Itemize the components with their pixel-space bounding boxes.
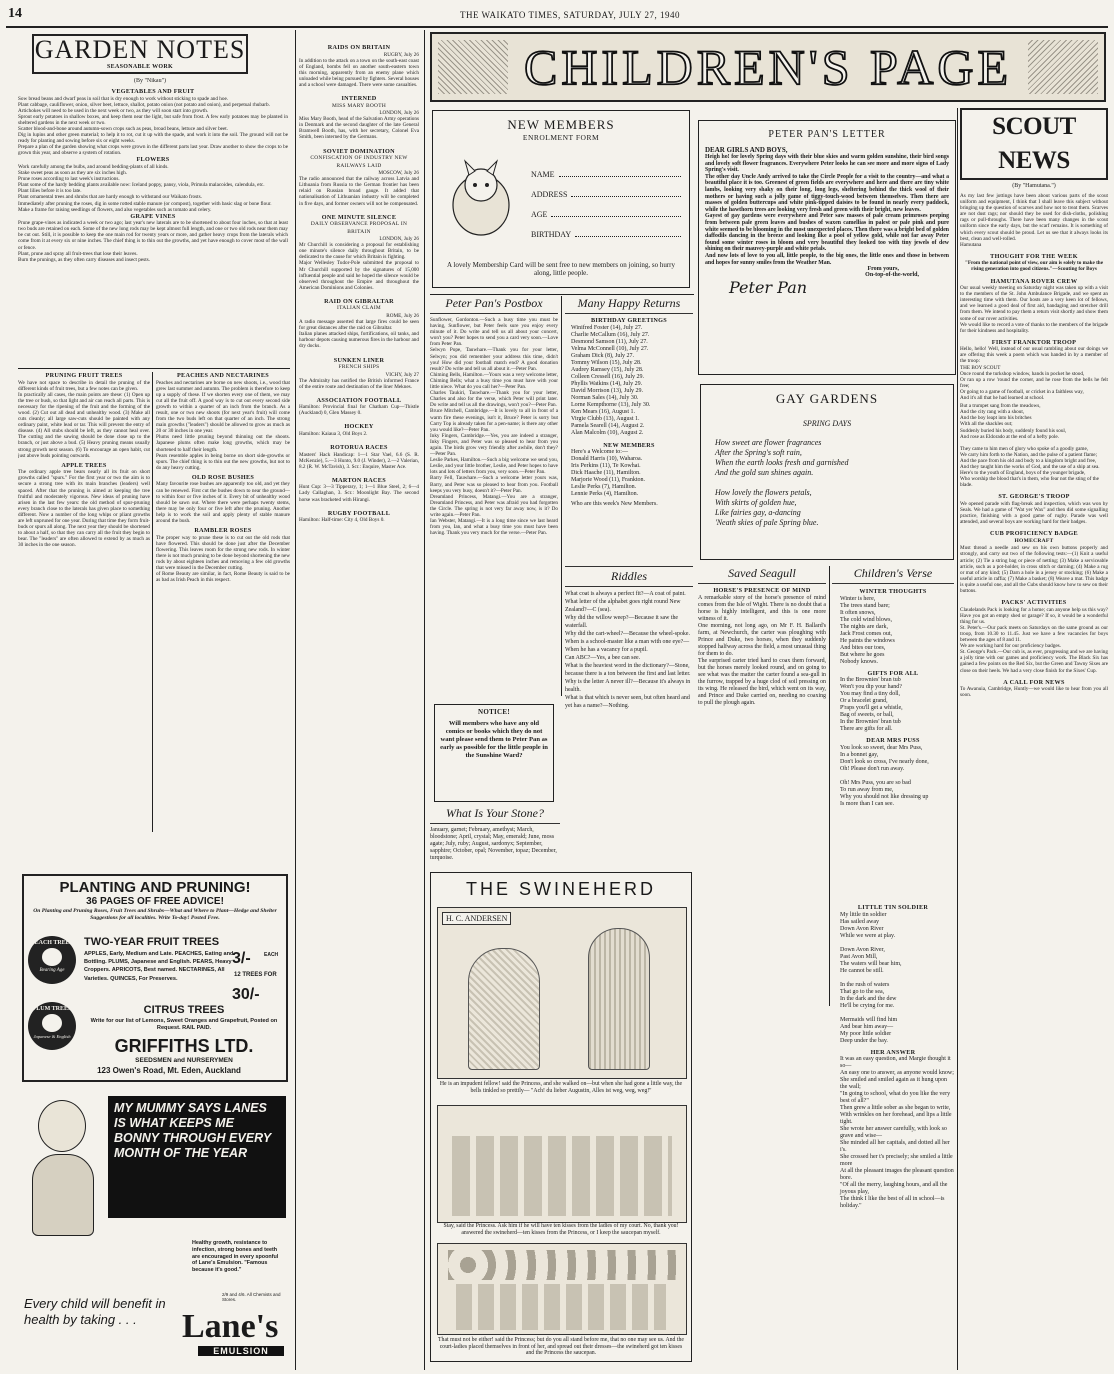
letter-text: Heigh ho! for lovely Spring days with their blue skies and warm golden sunshine, their bird songs and lovely soft flower fragrances. Everywhere Peter looks he can see more and more signs of Lady Spring's visit. The other day Uncle Andy arrived to take the Circle People for a visit to the country—and what a beautiful place it is too. Greenest of green fields are everywhere and here and there are tiny white lambs, looking very shaky on their long, long legs, sheltering behind the thick wool of their mothers or having such a jolly game of tiggy-touch-wood between themselves. Then there are masses of golden buttercups and white pink-tipped daisies to be found in nearly every paddock, while the hawthorn trees are looking very fresh and green with their bright, new leaves. Gayest of gay gardens were everywhere and Peter saw masses of pale cream primroses peeping from between pale green leaves and bushes of waxen camellias in palest or pale pink and pure white seemed to be blooming in the most unexpected places. Then there was a bright bed of golden daffodils dancing in the breeze and looking like a pool of yellow gold, while not far away Peter found some winter roses in bloom and very beautiful they looked too with tiny jewels of dew shining on their mauvey-purple and white petals. And now lots of love to you all, little people, to the big ones, the little ones and those in between and hopes for sunny smiles from the Weather Man. [705,154,949,266]
verse-heading: GIFTS FOR ALL [867,669,919,677]
seagull-section [698,566,826,1006]
page-number: 14 [8,6,22,21]
plum-badge-sub: Japanese & English [33,1034,71,1039]
birthday-entry: Phyllis Watkins (14), July 29. [571,380,643,387]
peter-pan-signature: Peter Pan [729,278,808,298]
news-item [299,444,419,470]
planting-ad-desc: On Planting and Pruning Roses, Fruit Trees and Shrubs—What and Where to Plant—Hedge and Shelter Suggestions for all localities. Write To-day! Posted Free. [33,908,277,921]
letter-close2: On-top-of-the-world, [865,272,919,279]
childrens-page-title: CHILDREN'S PAGE [523,39,1013,95]
rover-text: Our usual weekly meeting on Saturday night was taken up with a visit to the members of the St. John Ambulance Brigade, and we spent an interesting time with them. Our hosts are a very keen lot of fellows, and we learned a good deal of first aid, bandaging and stretcher drill from them. We intend to pay them a return visit shortly and show them some of our rover activities. We would like to record a vote of thanks to the members of the brigade for their kindness and hospitality. [960,285,1108,334]
news-heading: MARTON RACES [332,476,386,484]
child-head-icon [38,1100,86,1152]
peach-badge-sub: Bearing Age [39,968,65,973]
form-field-line[interactable] [559,175,681,177]
stone-title: What Is Your Stone? [430,806,560,824]
homecraft-heading: HOMECRAFT [1014,537,1054,544]
birthday-entry: David Morrison (13), July 29. [571,387,643,394]
plum-icon [42,1014,62,1032]
scout-byline: (By "Hamutana.") [1012,183,1056,189]
news-text: Masters' Hack Handicap: 1—1 Star Vael, 6.6 (S. R. McKenzie), 5.—3 Hunto, 9.0 (J. Winder), 2.—2 Valerian, 8.2 (R. W. McTavish), 3. Scr.: Enquire, Master Ace. [299,451,419,470]
news-dateline: VICHY, July 27 [385,371,419,378]
news-text: In addition to the attack on a town on the south-east coast of England, bombs fell on another south-eastern town this morning, apparently from an enemy plane which unloaded while being pursued by fighters. Several houses and a school were damaged. There were some casualties. [299,57,419,88]
form-field-row[interactable] [531,159,681,179]
fruit-text: We have not space to describe in detail the pruning of the different kinds of fruit trees, but a few notes can be given. In practically all cases, the main points are these: (1) Open up the tree or bush, so that light and air can reach all parts. This is necessary for the ripening of the fruit and the forming of the wood. (2) Cut out all dead and unhealthy wood. (3) Make all cuts cleanly; all large saw-cuts should be painted with any ordinary paint, white lead or tar. This will prevent the entry of disease. (4) All stubs should be left, as they cannot heal over. The cutting and the sawing should be done close up to the branch, or just above a bud. (5) Heavy pruning means usually strong growth next season. (6) To encourage an open habit, cut just above buds pointing outwards. [18,379,150,459]
new-member-entry: Dick Haache (11), Hamilton. [571,470,641,476]
lanes-brand-sub: EMULSION [198,1346,284,1356]
birthday-list [565,325,693,437]
call-text: To Awanuia, Cambridge, Huntly—we would like to hear from you all soon. [960,686,1108,699]
form-field-line[interactable] [575,235,681,237]
news-item [299,477,419,503]
peach-trees-badge [28,936,76,984]
peach-text: Peaches and nectarines are borne on new shoots, i.e., wood that grew last summer and autumn. The problem is therefore to keep up a supply of these. If we shorten every one of them, we may cut all the fruit off. A good way is to cut out every second side growth to within a quarter of an inch from the branch. As a result, one or two new shoots (for next year's fruit) will come from the two buds left on that quarter of an inch. The strong main growths ("leaders") should be allowed to grow as much as 20 or 30 inches in one year. Plums need little pruning beyond thinning out the shoots. Japanese plums often make long growths, which may be shortened to half their length. Pears resemble apples in being borne on short side-growths or spurs. The chief thing is to thin out the new growths, but not to do any heavy cutting. [156,379,290,471]
garden-notes-title: GARDEN NOTES [34,35,246,64]
new-member-entry: Marjorie Wood (11), Frankton. [571,477,646,483]
verses-list-top [832,588,954,808]
franktor-heading: FIRST FRANKTOR TROOP [991,338,1077,346]
tree-figures [448,1250,676,1280]
kitten-icon [441,153,521,243]
news-heading: HOCKEY [344,423,374,431]
news-item [299,214,419,291]
twelve-label: 12 TREES FOR [234,972,277,978]
stone-section [430,806,560,866]
spring-poem: How sweet are flower fragrances After the Spring's soft rain, When the earth looks fresh and garnished And the gold sun shines again. How lovely the flowers petals, With skirts of golden hue, Like fairies gay, a-dancing 'Neath skies of pale Spring blue. [715,438,849,527]
news-text: Hamilton: Half-time: City 4, Old Boys 0. [299,517,385,524]
garden-notes-subtitle: SEASONABLE WORK [107,64,173,70]
verse-heading: WINTER THOUGHTS [859,588,927,595]
company-address: 123 Owen's Road, Mt. Eden, Auckland [97,1066,241,1075]
news-dateline: MOSCOW, July 26 [378,170,419,177]
letter-greeting: DEAR GIRLS AND BOYS, [705,146,788,154]
news-text: The Admiralty has notified the British informed France of the entire route and destination of the liner Meknes. [299,377,419,390]
verse-section-lower [832,900,954,1368]
news-heading: ROTORUA RACES [330,444,388,452]
form-field-row[interactable] [531,219,681,239]
banner-right-ornament [1028,40,1098,94]
membership-note: A lovely Membership Card will be sent free to new members on joining, so hurry along, little people. [446,261,676,277]
apple-text: The ordinary apple tree bears nearly all its fruit on short growths called "spurs." For the first year or two the aim is to secure a strong tree with its main branches (leaders) well spaced. After that the pruning is aimed at keeping the tree fruitful and moderately vigorous. New ideas of pruning have arisen in the last few years: the old method of spur-pruning every branch close to the laterals has given place to something different. Now a number of the long whips or pliant growths are left unpruned for one year. During that time they form fruit-buds or spurs all along. The next year they should be shortened to about a half, so that they can carry all the fruit they begin to bear. The "leaders" are often allowed to extend by as much as 30 inches in the one season. [18,469,150,549]
grape-text: Prune grape-vines as indicated a week or two ago; last year's new laterals are to be shortened to about four inches, so that at least two buds are retained on each. Some of the new long rods may be kept almost full length, and one or two old rods near them may be cut out. Still, it is possible to keep the one main rod for twenty years or more, and gather heavy crops from the laterals which come from it at every six or nine inches. The chief thing is to thin out the growths, and yet have enough to cover most of the wall or fence. Plant, prune and spray all fruit-trees that lose their leaves. Burn the prunings, as they often carry diseases and insect pests. [18,220,288,263]
price-twelve: 30/- [232,986,260,1003]
horse-heading: HORSE'S PRESENCE OF MIND [713,587,811,594]
enrolment-form-label: ENROLMENT FORM [522,133,600,142]
news-text: The radio announced that the railway across Latvia and Lithuania from Russia to the German frontier has been relaid on Russian broad gauge. It added that nationalisation of Lithuanian industry will be completed in five days, and former owners will not be compensated. [299,176,419,207]
form-field-label: BIRTHDAY [531,230,572,239]
garden-left-column [18,372,150,832]
riddles-column [565,566,693,866]
news-heading: RUGBY FOOTBALL [327,509,391,517]
caption-2: Stay, said the Princess. Ask him if he will have ten kisses from the ladies of my court. No, thank you! answered the swineherd—ten kisses from the Princess, or I keep the saucepan myself. [443,1223,679,1236]
news-subheading: MISS MARY BOOTH [331,102,387,109]
verse-title: Children's Verse [832,566,954,584]
news-heading: SUNKEN LINER [333,356,385,364]
notice-box [434,704,554,802]
garden-byline: (By "Nikau") [133,78,167,84]
news-text: Miss Mary Booth, head of the Salvation Army operations in Denmark and the second daughter of the late General Bramwell Booth, has, with her secretary, Colonel Eva Smith, been interned by the Germans. [299,116,419,141]
new-members-heading: NEW MEMBERS [603,441,655,449]
lanes-ad [22,1090,288,1366]
notice-text: Will members who have any old comics or books which they do not want please send them to Peter Pan as early as possible for the little people in the Sunshine Ward? [440,719,548,760]
birthday-entry: Norman Sales (14), July 30. [571,394,639,401]
price-each: 3/- [232,950,251,967]
packs-text: Claudelands Pack is looking for a home; can anyone help us this way? Have you got an empty shed or garage? If so, it would be a wonderful thing for us. St. Peter's.—Our pack meets on Saturdays on the same ground as our troop, from 10.30 to 11.45. Just we have a few vacancies for boys between the ages of 8 and 11. We are working hard for our proficiency badges. St. George's Pack.—Our cub is, as ever, progressing and we are having a jolly time with our games and proficiency work. The Black Six has gained a few points on the Red Six, but the Green and Tawny Sixes are close on their heels. We had a very close finish for the Sixes' Cup. [960,606,1108,674]
new-member-entry: Leslie Perks (7), Hamilton. [571,484,637,490]
peach-icon [42,948,62,966]
banner-left-ornament [438,40,508,94]
enrolment-form-fields [531,159,681,239]
peach-badge-label: PEACH TREES [30,940,74,946]
new-members-box [432,110,690,288]
verse-section [832,566,954,826]
veg-heading: VEGETABLES AND FRUIT [111,88,195,95]
flowers-heading: FLOWERS [136,156,170,164]
thought-heading: THOUGHT FOR THE WEEK [990,252,1078,260]
veg-text: Sow bread beans and dwarf peas in soil that is dry enough to work without sticking to spade and hoe. Plant cabbage, cauliflower, onion, silver beet, lettuce, shallot, potato onion (not potato and onion), and perpetual rhubarb. Artichokes will need to be used in the next week or two, as they will soon start into growth. Sprout early potatoes in shallow boxes, and keep them near the light, but safe from frost. A few early potatoes may be planted in sheltered gardens in the next week or two. Scatter blood-and-bone around autumn-sown crops such as peas, broad beans, lettuce and silver beet. Dig in lupins and other green material; to help it to rot, cut it up with the spade, and work it into the soil. The ground will not be ready for planting and sowing before six or eight weeks. Prepare a plan of the garden showing what crops were grown in the different parts last year. Draw another to show the crops to be grown this year, and observe a system of rotation. [18,95,288,157]
lanes-headline: MY MUMMY SAYS LANES IS WHAT KEEPS ME BONNY THROUGH EVERY MONTH OF THE YEAR [108,1096,286,1218]
ladies-screen-figures [456,1284,666,1330]
packs-heading: PACKS' ACTIVITIES [1001,599,1067,607]
spring-title: SPRING DAYS [802,419,852,428]
birthday-entry: Tommy Wilson (15), July 28. [571,359,642,366]
verse-text: It was an easy question, and Margie thought it so— An easy one to answer, as anyone would know; She smiled and smiled again as it hung upon the wall; "In going to school, what do you like the very best of all?" Then grew a little sober as she began to write, With wrinkles on her forehead, and lips a little tight. She wrote her answer carefully, with look so grave and wise— She minded all her capitals, and dotted all her i's. She crossed her t's precisely; she smiled a little more At all the pleasant images the pleasant question bore. "Of all the merry, laughing hours, and all the joyous play, The think I like the best of all in school—is holiday." [840,1056,954,1209]
birthday-entry: Pamela Searell (14), August 2. [571,422,645,429]
verse-text: In the Brownies' bran tub Won't you dip your hand? You may find a tiny doll, Or a bracelet grand, P'raps you'll get a whistle, Bag of sweets, or ball, In the Brownies' bran tub There are gifts for all. [840,677,903,732]
birthday-entry: Lorne Kempthorne (13), July 30. [571,401,651,408]
news-text: Hamilton: Kaiaua 3, Old Boys 2. [299,430,368,437]
plum-badge-label: PLUM TREES [32,1006,72,1012]
child-body-icon [32,1154,94,1236]
postbox-column [430,296,558,696]
lanes-brand: Lane's [182,1308,279,1345]
garden-right-column [156,372,290,832]
verse-text: You look so sweet, dear Mrs Puss, In a bonnet gay, Don't look so cross, I've nearly done, Oh! Please don't run away. Oh! Mrs Puss, you are so bad To run away from me, Why you should not like dressing up Is more than I can see. [840,744,929,807]
letter-title: PETER PAN'S LETTER [768,129,886,140]
form-field-label: ADDRESS [531,190,568,199]
news-item [299,357,419,390]
news-item [299,298,419,350]
call-heading: A CALL FOR NEWS [1003,678,1065,686]
news-text: A radio message asserted that large fires could be seen for great distances after the raid on Gibraltar. Italian planes attacked ships, fortifications, oil tanks, and harbour depots causing numerous fires in the harbour and dry docks. [299,319,419,350]
news-heading: SOVIET DOMINATION [323,147,395,155]
news-item [299,510,419,524]
gay-gardens-box [700,384,954,560]
masthead: THE WAIKATO TIMES, SATURDAY, JULY 27, 1940 [459,10,681,20]
news-heading: ASSOCIATION FOOTBALL [316,396,402,404]
grape-heading: GRAPE VINES [130,212,176,220]
news-heading: ONE MINUTE SILENCE [321,213,397,221]
panel-2 [437,1105,687,1223]
form-field-row[interactable] [531,179,681,199]
postbox-title: Peter Pan's Postbox [430,296,558,314]
news-item [299,397,419,417]
birthday-entry: Desmond Samson (11), July 27. [571,338,648,345]
rambler-heading: RAMBLER ROSES [194,527,252,535]
news-dateline: RUGBY, July 26 [383,51,419,58]
stone-text: January, garnet; February, amethyst; March, bloodstone; April, crystal; May, emerald; June, moss agate; July, ruby; August, sardonyx; September, sapphire; October, opal; November, topaz; December, turquoise. [430,827,557,861]
riddles-text: What coat is always a perfect fit?—A coat of paint. What letter of the alphabet goes right round New Zealand?—C (sea). Why did the willow weep?—Because it saw the waterfall. Why did the cart-wheel?—Because the wheel-spoke. When is a school-master like a man with one eye?—When he has a vacancy for a pupil. Can ABC?—Yes, a bee can see. What is the heaviest word in the dictionary?—Stone, because there is a ton between the first and last letter. Why is the letter A never ill?—Because it's always in health. What is that which is never seen, but often heard and yet has a name?—Nothing. [565,591,691,709]
new-member-list [565,456,693,498]
lanes-prices: 2/9 and 4/6. All Chemists and Stores. [222,1292,281,1303]
new-member-entry: Iris Perkins (11), Te Kowhai. [571,463,641,469]
swineherd-title: THE SWINEHERD [465,879,656,899]
birthday-entry: Graham Dick (8), July 27. [571,352,634,359]
news-heading: RAIDS ON BRITAIN [327,44,391,51]
scout-news-column [960,108,1108,1368]
new-member-entry: Lennie Perks (4), Hamilton. [571,491,639,497]
news-text: Hamilton: Provincial final for Chatham Cup—Thistle (Auckland) 0, Glen Massey 0. [299,404,419,417]
news-dateline: ROME, July 26 [386,312,419,319]
george-text: We opened parade with flag-break and inspection, which was won by Seals. We had a game of "Wat yer Wax" and then did some signalling practice, finishing with a good game of rugby. Parade was well attended, and several boys are working hard for their badges. [960,500,1108,526]
form-field-line[interactable] [551,215,681,217]
caption-3: That must not be either! said the Princess; but do you all stand before me, that no one may see us. And the court-ladies placed themselves in front of her, and spread out their dresses—the swineherd got ten kisses and the Princess the saucepan. [438,1337,684,1357]
new-members-title: NEW MEMBERS [507,117,615,132]
verse-heading: LITTLE TIN SOLDIER [857,904,929,911]
rambler-text: The proper way to prune these is to cut out the old rods that have flowered. This should be done just after the December flowering. This leaves room for the strong new rods. In winter there is not much pruning to be done beyond shortening the new rods by about eighteen inches and removing a few old growths that were missed in the December cutting. of Rome Beauty are similar, in fact, Rome Beauty is said to be as bad as Irish Peach in this respect. [156,534,290,584]
news-dateline: LONDON, July 26 [379,110,419,117]
george-heading: ST. GEORGE'S TROOP [998,493,1070,501]
planting-ad-pages: 36 PAGES OF FREE ADVICE! [86,896,224,907]
welcome-text: Here's a Welcome to:— [571,449,628,455]
child-drawing [26,1100,98,1240]
scout-intro: As my last few jottings have been about various parts of the scout uniform and equipment, I think that I shall leave this subject without bringing up the question of scarves and how not to treat them. Scarves are not dust rags; nor should they be used for dish-cloths, polishing rags or pull-throughs. There have been many changes in the scout uniform since the early days, but the scarf remains. It is something of which every scout should be proud. Let us see that it always looks its best, clean and well-rolled. Hamutana [960,193,1108,248]
cub-heading: CUB PROFICIENCY BADGE [990,530,1078,538]
birthday-entry: Winifred Foster (14), July 27. [571,324,643,331]
fruit-heading: PRUNING FRUIT TREES [45,372,123,379]
citrus-desc: Write for our list of Lemons, Sweet Oranges and Grapefruit, Posted on Request. RAIL PAID. [90,1018,278,1031]
news-text: Mr Churchill is considering a proposal for establishing one minute's silence daily throughout Britain, to be dedicated to the cause for which Britain is fighting. Major Wellesley Tudor-Pole submitted the proposal to Mr Churchill supported by the signatures of 15,000 influential people and said he hoped the silence would be observed throughout the Empire and throughout the American Dominions and Colonies. [299,242,419,291]
birthday-entry: Ken Mears (16), August 1. [571,408,635,415]
caption-1: He is an impudent fellow! said the Princess, and she walked on—but when she had gone a little way, the bells tinkled so prettily— "Ach! du lieber Augustin, Alles ist weg, weg, weg!" [439,1081,683,1094]
news-item [299,95,419,140]
garden-notes-title-box [32,34,248,74]
news-item [299,44,419,88]
planting-ad [22,874,288,1082]
news-item [299,148,419,207]
notice-title: NOTICE! [477,708,511,716]
each-label: EACH [264,952,279,958]
thought-text: "From the national point of view, our aim is solely to make the rising generation into good citizens."—Scouting for Boys [965,260,1103,273]
two-year-heading: TWO-YEAR FRUIT TREES [84,936,220,948]
panel-1 [437,907,687,1079]
two-year-list: APPLES, Early, Medium and Late. PEACHES, Eating and Bottling. PLUMS, Japanese and English. PEARS, Heavy Croppers. APRICOTS, Best named. NECTARINES, All Varieties. QUINCES, For Preserves. [84,951,234,982]
citrus-heading: CITRUS TREES [143,1004,225,1016]
planting-ad-title: PLANTING AND PRUNING! [59,879,251,896]
returns-column [565,296,693,566]
verse-heading: DEAR MRS PUSS [866,737,920,744]
horse-text: A remarkable story of the horse's presence of mind comes from the Isle of Wight. There is no doubt that a horse is highly intelligent, and this is one more witness of it. One morning, not long ago, on Mr F. H. Ballard's farm, at Newchurch, the carter was ploughing with Prince and Duke, two horses, when they suddenly stopped halfway across the field, a most unusual thing for them to do. The surprised carter tried hard to coax them forward, but the horses merely looked round, and on going to see what was the matter the carter found a sea-gull in the furrow, trapped by a huge clod of soil pressing on its wing. He released the bird, which went on its way, and Prince and Duke carried on, needing no coaxing to pull the plough again. [698,594,826,706]
andersen-label: H. C. ANDERSEN [442,912,511,925]
childrens-page-banner [430,32,1106,102]
form-field-label: AGE [531,210,548,219]
news-heading: RAID ON GIBRALTAR [324,297,394,305]
form-field-label: NAME [531,170,555,179]
peter-pan-letter-box [698,120,956,375]
birthday-entry: Alan Malcolm (10), August 2. [571,429,644,436]
birthday-entry: Colleen Cressell (16), July 29. [571,373,644,380]
plum-trees-badge [28,1002,76,1050]
returns-title: Many Happy Returns [565,296,693,314]
riddles-title: Riddles [565,566,693,587]
postbox-text: Sunflower, Gordonton.—Such a busy time you must be having, Sunflower, but Peter feels sure you enjoy every minute of it. Do write and tell us all about your concert, won't you? Peter hopes to send you a card very soon.—Love from Peter Pan. Selwyn Pope, Tauwhare.—Thank you for your letter, Selwyn; you did remember your address this time, didn't you! How did your football match end? A good donation result? Do write and tell us all about it.—Peter Pan. Chiming Bells, Hamilton.—Yours was a very welcome letter, Chiming Bells; what a busy time you must have with your little niece. What do you call her?—Peter Pan. Charles Taukiri, Tauwhare.—Thank you for your letter, Charles and also for the verse, which Peter will print later. Do write and tell us all the drawings, won't you?—Peter Pan. Bruce Mitchell, Cambridge.—It is lovely to all in front of a warm fire these evenings, isn't it, Bruce? Peter is sorry but Carry Top is already taken for a pen-name; is there any other you would like?—Peter Pan. Inky Fingers, Cambridge.—Yes, you are indeed a stranger, Inky Fingers, and Peter was so pleased to hear from you again. The birds grow very friendly after awhile, don't they?—Peter Pan. Leslie Parkes, Hamilton.—Such a big welcome we send you, Leslie, and your little brother, Leslie, and Peter hopes to have lots and lots of letters from you, very soon.—Peter Pan. Barry Fell, Tauwhare.—Such a welcome letter yours was, Barry, and Peter was so pleased to hear from you. Football keeps you very busy, doesn't it?—Peter Pan. Dreamland Princess, Matangi.—You are a stranger, Dreamland Princess, and Peter was afraid you had forgotten the Circle. The spring is not very far away now, is it? Do write again.—Peter Pan. Ian Webster, Matangi.—It is a long time since we last heard from you, Ian, and what a busy time you must have been having. Thank you very much for the verse.—Peter Pan. [430,317,558,537]
garden-top-column [18,88,288,368]
rose-text: Many favourite rose bushes are apparently too old, and yet they can be renewed. First cut the bushes down to near the ground—to within four or five inches of it. Every bit of unhealthy wood should be sawn out. Where there were perhaps twenty stems, there may be only four or five left after the pruning. Another help is to work the soil and apply plenty of stable manure around the bush. [156,481,290,524]
verses-list-bottom [832,900,954,1210]
verse-text: Winter is here, The trees stand bare; It often snows, The cold wind blows, The nights are dark, Jack Frost comes out, He paints the windows And bites our toes, But where he goes Nobody knows. [840,595,895,665]
news-subheading: DAILY OBSERVANCE PROPOSAL IN BRITAIN [310,221,408,235]
news-subheading: FRENCH SHIPS [338,364,380,370]
peach-heading: PEACHES AND NECTARINES [176,372,270,379]
letter-close: From yours, [867,266,899,273]
court-ladies-figures [452,1136,672,1216]
homecraft-text: Must thread a needle and sew on his own buttons properly and strongly, and carry out two of the following tests:—(1) Knit a useful article; (2) Tie a string bag or piece of netting; (3) Make a serviceable article, such as a pot-holder, in cross stitch or darning; (4) Make a rug or mat of any kind; (5) Darn a hole in a jersey or stocking; (6) Make a useful article in raffia; (7) Make a basket; (8) Weave a mat. This badge is quite a useful one, and all the Cubs should know how to sew on their buttons. [960,545,1108,594]
scout-poem: But a trumpet sang from the meadows, And the city rang with a shout, And the boy leapt into his britches With all the shackles out; Suddenly buried his body, suddenly found his soul, And rose as Eldorado at the end of a hefty pole. They came to him men of glory who spoke of a goodly game, We carry him forth to the Nation, and the pulse of a patient flame; And the pace from his old and body to a kingdom bright and free, And they taught him the works of God, and the use of a ship at sea. Here's to the youth of England, boys of the younger brigade, Who worship the blood that's in them, who fear not the sting of the blade. [960,403,1100,489]
members-footer: Who are this week's New Members. [571,501,658,507]
birthday-entry: Virgie Clubb (13), August 1. [571,415,640,422]
new-member-entry: Donald Harris (10), Waharoa. [571,456,643,462]
birthday-entry: Charlie McCallum (16), July 27. [571,331,650,338]
rose-heading: OLD ROSE BUSHES [191,473,255,481]
rover-heading: HAMUTANA ROVER CREW [990,277,1078,285]
form-field-row[interactable] [531,199,681,219]
birthday-entry: Audrey Ramsey (15), July 28. [571,366,644,373]
birthday-heading: BIRTHDAY GREETINGS [590,317,668,324]
news-subheading: ITALIAN CLAIM [336,305,382,312]
swineherd-strip [430,872,692,1362]
member-card-illustration [441,153,521,243]
company-sub: SEEDSMEN and NURSERYMEN [135,1057,233,1064]
lady-figure [468,948,540,1070]
verse-text: My little tin soldier Has sailed away Down Avon River While we were at play. Down Avon River, Past Avon Mill, The waters will bear him, He cannot be still. In the rush of waters That go to the sea, In the dark and the dew He'll be crying for me. Mermaids will find him And bear him away— My poor little soldier Deep under the bay. [840,911,902,1044]
news-column [299,44,419,924]
franktor-text: Hello, hello! Well, instead of our usual rambling about our doings we are offering this week a poem which was handed in by a member of the troop: THE BOY SCOUT Once round the turkshop window, hands in pocket he stood, Or ran up a row 'round the corner, and he rose from the bells he felt free; Or going to a game of football, or cricket in a faithless way, And it's all that he had learned at school. [960,346,1108,402]
panel-3 [437,1243,687,1335]
verse-heading: HER ANSWER [870,1048,916,1056]
news-item [299,423,419,437]
lanes-body: Healthy growth, resistance to infection, strong bones and teeth are encouraged in every spoonful of Lane's Emulsion. "Famous because it's good." [192,1240,279,1274]
gay-gardens-title: GAY GARDENS [775,391,879,406]
scout-news-title: SCOUT NEWS [960,108,1108,180]
company-name: GRIFFITHS LTD. [114,1036,254,1056]
flowers-text: Work carefully among the bulbs, and around bedding-plants of all kinds. Stake sweet peas as soon as they are six inches high. Prune roses according to last week's instructions. Plant some of the hardy bedding plants available now: Iceland poppy, pansy, viola, Primula malacoides, calendula, etc. Plant lilies before it is too late. Plant ornamental trees and shrubs that are hardy enough to withstand our Waikato frosts. Immediately after pruning the roses, dig in some rotted stable manure (or compost), together with basic slag or bone flour. Make a frame for raising seedlings of flowers, and also vegetables such as tomato and celery. [18,163,272,213]
form-field-line[interactable] [571,195,681,197]
apple-heading: APPLE TREES [61,461,107,469]
news-text: Hunt Cup: 3—3 Tipperary, 1; 1—1 Blue Steel, 2; 6—4 Lady Callaghan, 3. Scr.: Moonlight Bay. The second horse was bracketed with Hirangi. [299,484,419,503]
princess-figure [588,928,650,1070]
seagull-title: Saved Seagull [698,566,826,584]
birthday-entry: Velma McConnell (10), July 27. [571,345,649,352]
news-dateline: LONDON, July 26 [379,236,419,243]
lanes-tagline: Every child will benefit in health by taking . . . [24,1296,166,1327]
news-heading: INTERNED [341,95,377,103]
news-subheading: CONFISCATION OF INDUSTRY NEW RAILWAYS LAID [310,155,408,169]
